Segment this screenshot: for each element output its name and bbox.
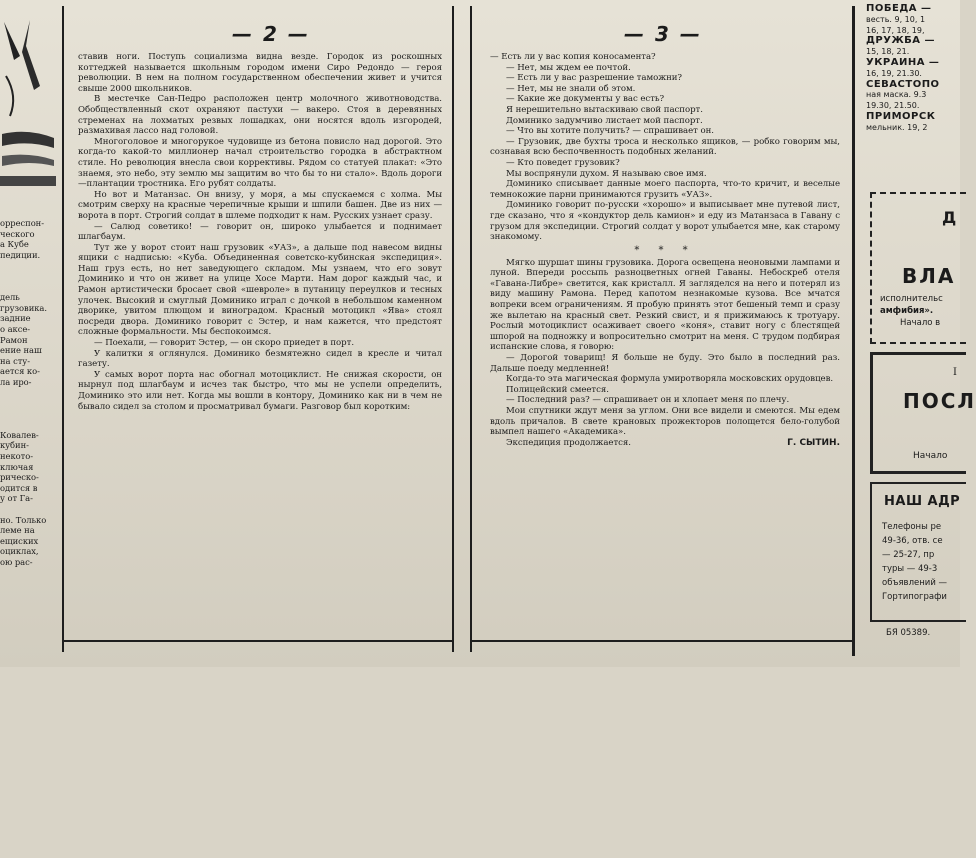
paragraph: — Есть ли у вас разрешение таможни? xyxy=(506,73,682,84)
address-line: объявлений — xyxy=(882,578,948,588)
edge-text-line: грузовика. xyxy=(0,302,47,313)
right-edge-column xyxy=(866,0,976,667)
edge-text-line: дель xyxy=(0,292,20,303)
edge-text-line: ою рас- xyxy=(0,557,33,567)
paragraph: — Есть ли у вас копия коносамента? xyxy=(490,52,656,62)
edge-text-line: ключая xyxy=(0,461,34,472)
edge-text-line: у от Га- xyxy=(0,493,33,504)
address-line: Гортипографи xyxy=(882,592,947,602)
paragraph: Доминико говорит по-русски «хорошо» и выписывает мне путевой лист, где сказано, что я «кондуктор дель камион» и еду из Матанзаса в Гавану с грузом для экспедиции. Строгий солдат у ворот улыбается мне, как старому знакомому. xyxy=(490,200,840,243)
article-column-right xyxy=(490,52,840,642)
edge-text-line xyxy=(0,398,56,409)
box-small: I xyxy=(953,367,957,378)
edge-text-line: о аксе- xyxy=(0,323,31,334)
edge-text-line xyxy=(0,388,56,399)
paragraph: Но вот и Матанзас. Он внизу, у моря, а мы спускаемся с холма. Мы смотрим сверху на красные черепичные крыши и шпили башен. Две из них — ворота в порт. Строгий солдат в шлеме подходит к нам. Русских узнает сразу. xyxy=(78,189,442,221)
cinema-name: ПРИМОРСК xyxy=(866,110,936,122)
ink-illustration xyxy=(0,16,56,192)
address-box xyxy=(870,482,966,622)
column-rule xyxy=(62,6,64,652)
showtimes: 16, 17, 18, 19, xyxy=(866,25,925,35)
paragraph: Когда-то эта магическая формула умиротворяла московских орудовцев. xyxy=(506,374,834,385)
box-letter: Д xyxy=(942,208,959,227)
box-line: амфибия». xyxy=(880,306,934,316)
address-line: — 25-27, пр xyxy=(882,550,935,560)
edge-text-line: некото- xyxy=(0,451,33,462)
cinema-name: СЕВАСТОПО xyxy=(866,78,940,90)
paragraph: В местечке Сан-Педро расположен центр молочного животноводства. Обобществленный скот охраняют пастухи — вакеро. Стоя в деревянных стременах на лохматых резвых лошадках, они носятся вдоль изгородей, размахивая лассо над головой. xyxy=(78,94,442,137)
page-number: — 2 — xyxy=(232,22,310,46)
showtimes: мельник. 19, 2 xyxy=(866,122,928,132)
paragraph: Доминико списывает данные моего паспорта, что-то кричит, и веселые темнокожие парни принимаются грузить «УАЗ». xyxy=(490,179,840,200)
edge-text-line: задние xyxy=(0,313,31,324)
page-number: — 3 — xyxy=(624,22,702,46)
edge-text-line: Рамон xyxy=(0,334,28,345)
edge-text-line: одится в xyxy=(0,482,38,493)
edge-text-line xyxy=(0,504,56,515)
edge-text-line: на сту- xyxy=(0,355,30,366)
edge-text-line: педиции. xyxy=(0,249,41,260)
showtimes: 15, 18, 21. xyxy=(866,47,910,57)
paragraph: — Что вы хотите получить? — спрашивает он. xyxy=(506,126,714,137)
edge-text-line: ческого xyxy=(0,228,35,239)
edge-text-line: ение наш xyxy=(0,345,42,356)
left-edge-column xyxy=(0,218,56,858)
paragraph: — Какие же документы у вас есть? xyxy=(506,94,665,105)
paragraph: — Салюд советико! — говорит он, широко улыбается и поднимает шлагбаум. xyxy=(78,221,442,243)
edge-text-line xyxy=(0,409,56,420)
paragraph: Доминико задумчиво листает мой паспорт. xyxy=(506,115,703,126)
edge-text-line: рическо- xyxy=(0,472,39,483)
paragraph: — Кто поведет грузовик? xyxy=(506,157,620,168)
section-separator: * * * xyxy=(634,244,696,256)
edge-text-line: леме на xyxy=(0,525,35,536)
paragraph: — Дорогой товарищ! Я больше не буду. Это было в последний раз. Дальше поеду медленней! xyxy=(490,353,840,374)
address-line: 49-36, отв. се xyxy=(882,536,943,546)
edge-text-line: а Кубе xyxy=(0,239,29,250)
edge-text-line: но. Только xyxy=(0,514,47,525)
showtimes: 19.30, 21.50. xyxy=(866,101,920,111)
box-line: Начало xyxy=(913,451,948,461)
cinema-schedule xyxy=(866,4,960,134)
author-signature: Г. СЫТИН. xyxy=(787,438,840,449)
edge-text-line: оциклах, xyxy=(0,546,39,557)
box-title: ПОСЛ xyxy=(903,389,976,413)
print-code: БЯ 05389. xyxy=(886,628,931,638)
paragraph: У самых ворот порта нас обогнал мотоциклист. Не снижая скорости, он нырнул под шлагбаум и исчез так быстро, что мы не успели определить, Доминико это или нет. Когда мы вошли в контору, Доминико как ни в чем не бывало сидел за столом и просматривал бумаги. Разговор был коротким: xyxy=(78,369,442,412)
edge-text-line: орреспон- xyxy=(0,218,44,228)
paragraph: ставив ноги. Поступь социализма видна везде. Городок из роскошных коттеджей называется школьным городом имени Сиро Редондо — героя революции. В нем на полном государственном обеспечении живет и учится свыше 2000 школьников. xyxy=(78,52,442,94)
announcement-box xyxy=(870,192,966,344)
edge-text-line: ается ко- xyxy=(0,366,40,377)
showtimes: ная маска. 9.3 xyxy=(866,90,927,100)
column-rule xyxy=(452,6,454,652)
showtimes: 16, 19, 21.30. xyxy=(866,68,922,78)
cinema-name: УКРАИНА — xyxy=(866,56,940,68)
edge-text-line xyxy=(0,271,56,282)
paragraph: У калитки я оглянулся. Доминико безмятежно сидел в кресле и читал газету. xyxy=(78,348,442,370)
announcement-box xyxy=(870,352,976,474)
paragraph: Экспедиция продолжается. xyxy=(506,437,631,448)
edge-text-line xyxy=(0,282,56,293)
edge-text-line: Ковалев- xyxy=(0,429,39,440)
article-column-left xyxy=(78,52,442,642)
edge-text-line: ла иро- xyxy=(0,376,32,387)
paragraph: Полицейский смеется. xyxy=(506,384,609,395)
edge-text-line: кубин- xyxy=(0,440,29,451)
paragraph: Мы воспрянули духом. Я называю свое имя. xyxy=(506,168,707,179)
column-rule xyxy=(470,6,472,652)
box-line: исполнительс xyxy=(880,294,943,304)
address-line: Телефоны ре xyxy=(882,522,942,532)
paragraph: Мягко шуршат шины грузовика. Дорога освещена неоновыми лампами и луной. Впереди россыпь разноцветных огней Гаваны. Небоскреб отеля «Гавана-Либре» светится, как кристалл. Я загляделся на него и потерял из виду машину Рамона. Перед капотом незнакомые кузова. Все мчатся вопреки всем ограничениям. Я пробую принять этот бешеный темп и сразу же вылетаю на красный свет. Резкий свист, и я прижимаюсь к тротуару. Рослый мотоциклист осаживает своего «коня», ставит ногу с блестящей шпорой на подножку и вопросительно смотрит на меня. С трудом подбирая испанские слова, я говорю: xyxy=(490,257,840,353)
paragraph: — Нет, мы не знали об этом. xyxy=(506,83,636,94)
box-title: НАШ АДР xyxy=(884,494,961,509)
paragraph: Многоголовое и многорукое чудовище из бетона повисло над дорогой. Это когда-то какой-то миллионер начал строительство городка в абстрактном стиле. Но революция внесла свои коррективы. Рядом со статуей плакат: «Это знаемя, это небо, эту землю мы защитим во что бы то ни стало». Вдоль дороги—плантации тростника. Его рубят солдаты. xyxy=(78,136,442,190)
paragraph: — Последний раз? — спрашивает он и хлопает меня по плечу. xyxy=(506,395,790,406)
paragraph: — Поехали, — говорит Эстер, — он скоро приедет в порт. xyxy=(94,338,355,349)
edge-text-line xyxy=(0,260,56,271)
column-rule xyxy=(852,6,855,656)
paragraph: Мои спутники ждут меня за углом. Они все видели и смеются. Мы едем вдоль причалов. В свете крановых прожекторов полощется бело-голубой вымпел нашего «Академика». xyxy=(490,406,840,438)
paragraph: — Нет, мы ждем ее почтой. xyxy=(506,62,631,73)
address-line: туры — 49-3 xyxy=(882,564,938,574)
cinema-name: ДРУЖБА — xyxy=(866,35,936,47)
paragraph: Я нерешительно вытаскиваю свой паспорт. xyxy=(506,104,703,115)
paragraph: — Грузовик, две бухты троса и несколько ящиков, — робко говорим мы, сознавая всю беспочвенность подобных желаний. xyxy=(490,136,840,158)
edge-text-line: ещиских xyxy=(0,535,39,546)
edge-text-line xyxy=(0,419,56,430)
cinema-name: ПОБЕДА — xyxy=(866,3,932,14)
box-line: Начало в xyxy=(900,318,941,328)
showtimes: весть. 9, 10, 1 xyxy=(866,14,926,24)
paragraph: Тут же у ворот стоит наш грузовик «УАЗ», а дальше под навесом видны ящики с надписью: «Куба. Объединенная советско-кубинская экспедиция». Наш груз есть, но нет заведующего складом. Мы узнаем, что его зовут Доминико и что он живет на улице Хосе Марти. Нам дорог каждый час, и Рамон артистически бросает свой «шевроле» в путаницу переулков и тесных улочек. Высокий и смуглый Доминико играл с дочкой в небольшом каменном дворике, увитом плющом и виноградом. Красный мотоцикл «Ява» стоял посреди двора. Доминико говорит с Эстер, и нам кажется, что предстоят сложные формальности. Мы беспокоимся. xyxy=(78,242,442,338)
box-title: ВЛА xyxy=(902,264,956,288)
